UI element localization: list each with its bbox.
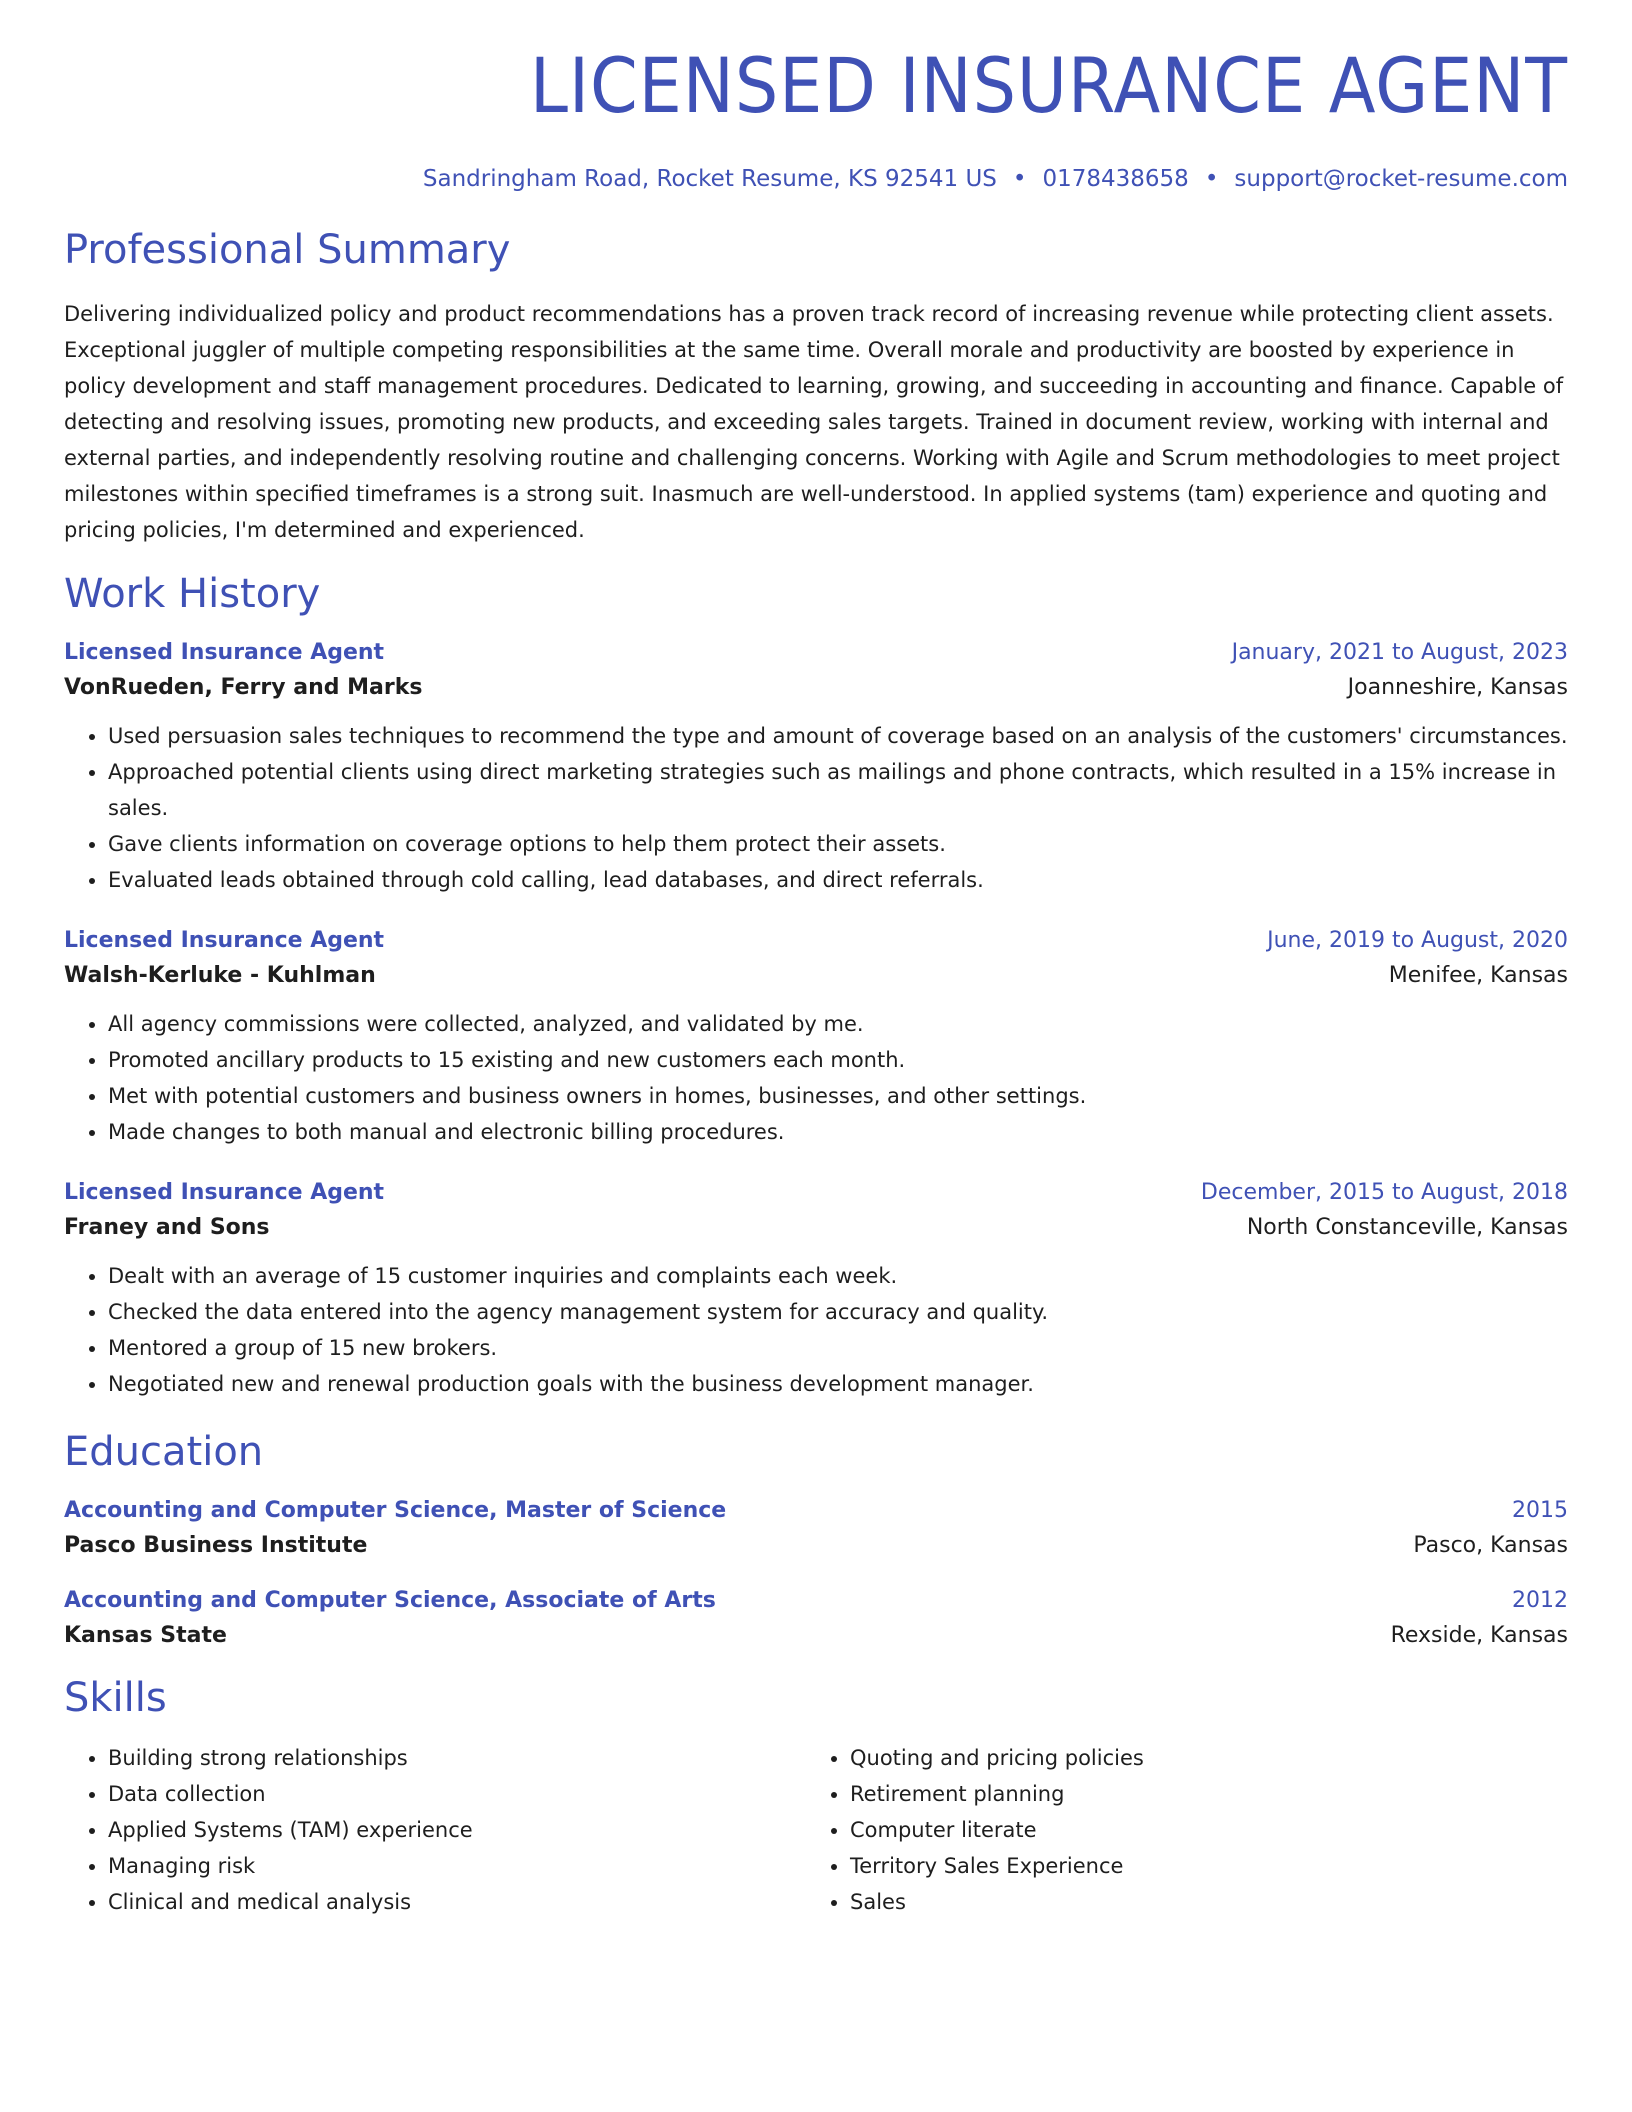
job-location: North Constanceville, Kansas: [1246, 1215, 1568, 1240]
job-bullet: • Mentored a group of 15 new brokers.: [108, 1330, 1568, 1366]
contact-phone: 0178438658: [1042, 166, 1189, 192]
job-entry: [64, 640, 1568, 898]
skill-item: • Computer literate: [850, 1812, 1548, 1848]
education-location: Rexside, Kansas: [1390, 1623, 1568, 1648]
job-entry: [64, 928, 1568, 1150]
summary-text: Delivering individualized policy and product recommendations has a proven track record of increasing revenue while protecting client assets. Exceptional juggler of multiple competing responsibilities at the same time. Overall morale and productivity are boosted by experience in policy development and staff management procedures. Dedicated to learning, growing, and succeeding in accounting and finance. Capable of detecting and resolving issues, promoting new products, and exceeding sales targets. Trained in document review, working with internal and external parties, and independently resolving routine and challenging concerns. Working with Agile and Scrum methodologies to meet project milestones within specified timeframes is a strong suit. Inasmuch are well-understood. In applied systems (tam) experience and quoting and pricing policies, I'm determined and experienced.: [64, 302, 1564, 542]
job-title: Licensed Insurance Agent: [64, 1180, 385, 1205]
education-year: 2012: [1512, 1588, 1568, 1613]
skill-item: • Retirement planning: [850, 1776, 1548, 1812]
education-entry: [64, 1588, 1568, 1648]
skill-item: • Quoting and pricing policies: [850, 1740, 1548, 1776]
contact-email[interactable]: support@rocket-resume.com: [1234, 166, 1568, 192]
education-section: [64, 1428, 1568, 1648]
job-bullets: [64, 718, 1568, 898]
job-bullet: • All agency commissions were collected, analyzed, and validated by me.: [108, 1006, 1568, 1042]
contact-line: [64, 166, 1568, 192]
education-school: Kansas State: [64, 1623, 227, 1648]
skills-columns: [64, 1740, 1568, 1920]
job-title: Licensed Insurance Agent: [64, 928, 385, 953]
job-bullet: • Gave clients information on coverage options to help them protect their assets.: [108, 826, 1568, 862]
job-location: Menifee, Kansas: [1388, 963, 1568, 988]
education-heading: Education: [64, 1429, 264, 1475]
job-dates: June, 2019 to August, 2020: [1267, 928, 1568, 953]
skills-heading: Skills: [64, 1675, 167, 1721]
skill-item: • Managing risk: [108, 1848, 806, 1884]
job-company: Franey and Sons: [64, 1215, 270, 1240]
contact-address: Sandringham Road, Rocket Resume, KS 92541 US: [422, 166, 997, 192]
job-bullet: • Made changes to both manual and electronic billing procedures.: [108, 1114, 1568, 1150]
job-location: Joanneshire, Kansas: [1347, 675, 1568, 700]
skill-item: • Territory Sales Experience: [850, 1848, 1548, 1884]
education-entry: [64, 1498, 1568, 1558]
summary-heading: Professional Summary: [64, 227, 511, 273]
job-bullet: • Checked the data entered into the agency management system for accuracy and quality.: [108, 1294, 1568, 1330]
summary-section: [64, 226, 1568, 548]
job-company: VonRueden, Ferry and Marks: [64, 675, 423, 700]
job-bullet: • Used persuasion sales techniques to recommend the type and amount of coverage based on an analysis of the customers' circumstances.: [108, 718, 1568, 754]
education-degree: Accounting and Computer Science, Associate of Arts: [64, 1588, 716, 1613]
skills-column-right: [806, 1740, 1548, 1920]
job-bullet: • Met with potential customers and business owners in homes, businesses, and other settings.: [108, 1078, 1568, 1114]
skill-item: • Clinical and medical analysis: [108, 1884, 806, 1920]
resume-header: [64, 41, 1568, 192]
job-bullet: • Evaluated leads obtained through cold calling, lead databases, and direct referrals.: [108, 862, 1568, 898]
work-history-section: [64, 570, 1568, 1402]
job-dates: December, 2015 to August, 2018: [1200, 1180, 1568, 1205]
job-bullet: • Approached potential clients using direct marketing strategies such as mailings and phone contracts, which resulted in a 15% increase in sales.: [108, 754, 1568, 826]
contact-separator: •: [1012, 166, 1027, 192]
education-school: Pasco Business Institute: [64, 1533, 368, 1558]
job-bullet: • Negotiated new and renewal production goals with the business development manager.: [108, 1366, 1568, 1402]
education-year: 2015: [1512, 1498, 1568, 1523]
skills-column-left: [64, 1740, 806, 1920]
skill-item: • Data collection: [108, 1776, 806, 1812]
job-bullet: • Dealt with an average of 15 customer inquiries and complaints each week.: [108, 1258, 1568, 1294]
skill-item: • Sales: [850, 1884, 1548, 1920]
job-company: Walsh-Kerluke - Kuhlman: [64, 963, 376, 988]
work-history-heading: Work History: [64, 571, 321, 617]
job-title: Licensed Insurance Agent: [64, 640, 385, 665]
job-dates: January, 2021 to August, 2023: [1231, 640, 1568, 665]
education-degree: Accounting and Computer Science, Master of Science: [64, 1498, 727, 1523]
job-bullets: [64, 1258, 1568, 1402]
job-bullets: [64, 1006, 1568, 1150]
contact-separator: •: [1204, 166, 1219, 192]
skills-section: [64, 1674, 1568, 1920]
job-entry: [64, 1180, 1568, 1402]
resume-title: LICENSED INSURANCE AGENT: [529, 41, 1568, 130]
skill-item: • Building strong relationships: [108, 1740, 806, 1776]
job-bullet: • Promoted ancillary products to 15 existing and new customers each month.: [108, 1042, 1568, 1078]
education-location: Pasco, Kansas: [1413, 1533, 1568, 1558]
skill-item: • Applied Systems (TAM) experience: [108, 1812, 806, 1848]
